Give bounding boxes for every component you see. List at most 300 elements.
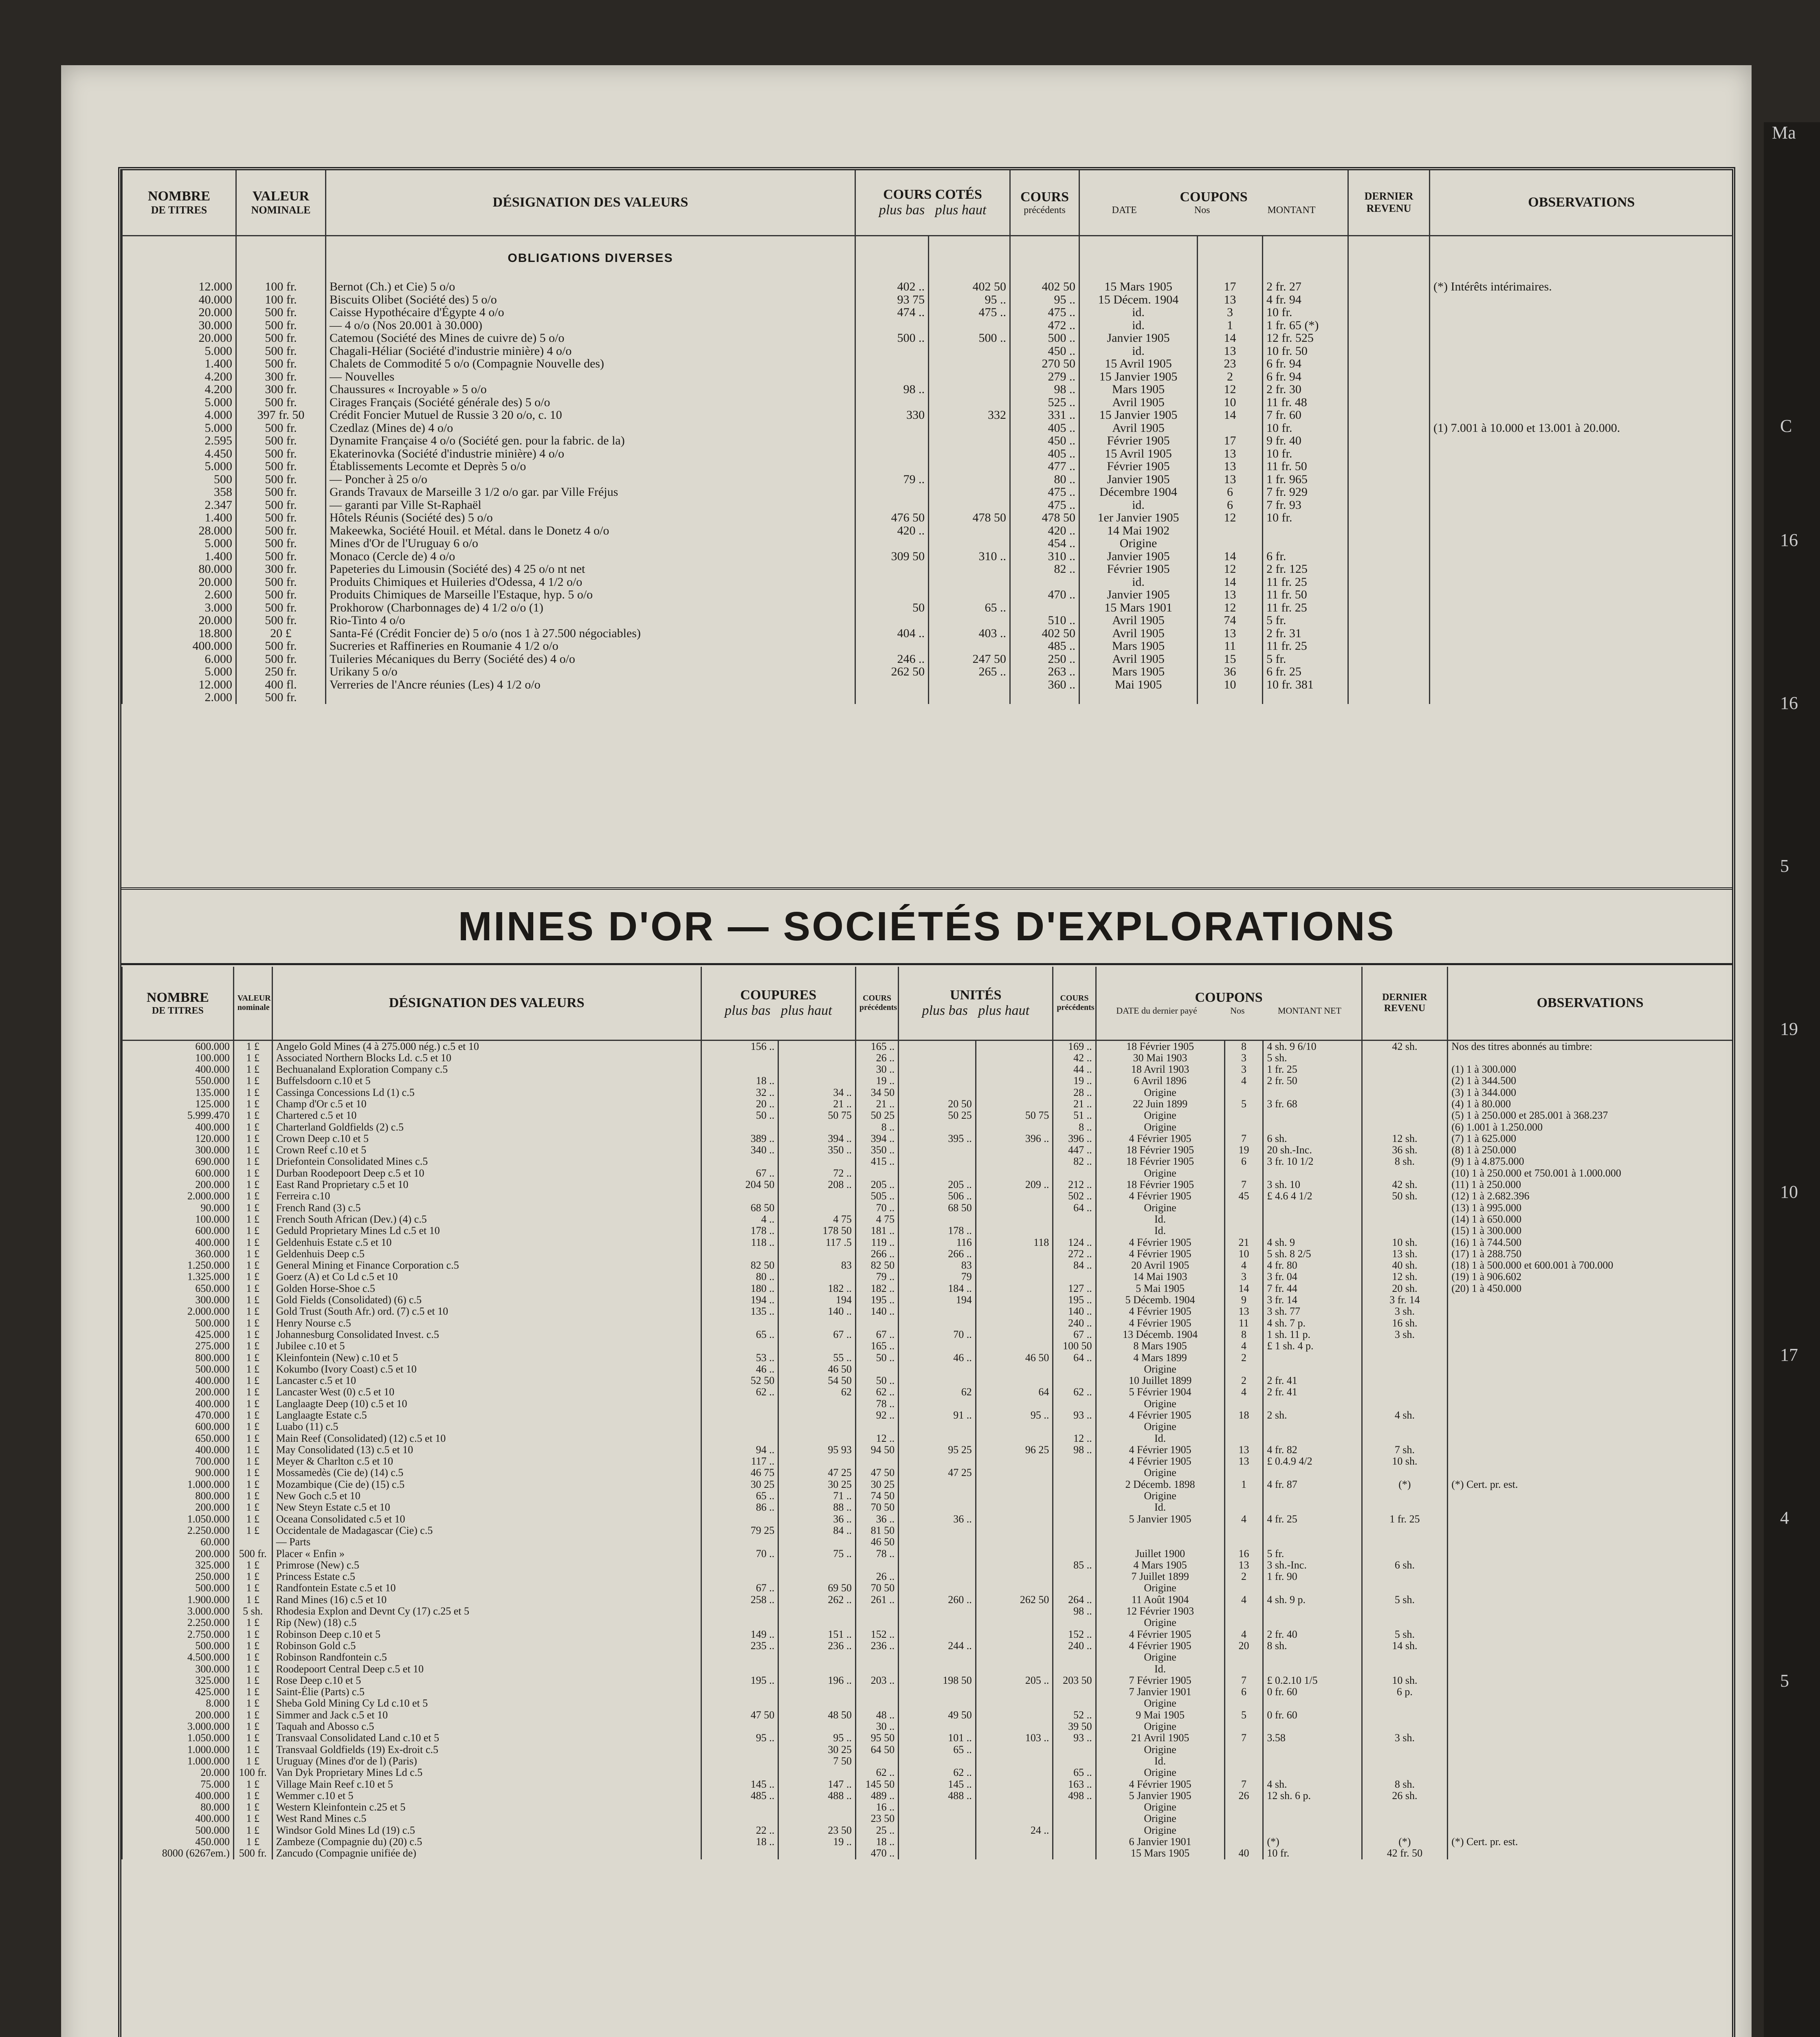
cell: 15 Mars 1905 [1079, 280, 1198, 293]
cell: 13 [1198, 460, 1263, 473]
cell: 1 £ [233, 1306, 272, 1317]
table-row [122, 1237, 1732, 1248]
cell [1362, 1536, 1448, 1548]
cell: 1 £ [233, 1594, 272, 1606]
cell [899, 1375, 976, 1386]
cell: 476 50 [855, 511, 929, 524]
cell: 62 .. [855, 1386, 898, 1398]
cell [899, 1802, 976, 1813]
cell: 90.000 [122, 1202, 234, 1214]
cell [1348, 499, 1430, 512]
cell: 19 .. [855, 1075, 898, 1087]
cell: 50 sh. [1362, 1190, 1448, 1202]
cell: 14 [1224, 1283, 1263, 1294]
cell: Monaco (Cercle de) 4 o/o [326, 550, 855, 563]
cell [1263, 1502, 1362, 1513]
cell: West Rand Mines c.5 [272, 1813, 701, 1824]
cell: 270 50 [1010, 357, 1079, 370]
table-row [122, 1709, 1732, 1721]
table-row [122, 563, 1733, 576]
table-row [122, 511, 1733, 524]
table-row [122, 357, 1733, 370]
cell: 30 .. [855, 1721, 898, 1732]
cell: Urikany 5 o/o [326, 665, 855, 678]
table-row [122, 653, 1733, 666]
cell [1053, 1490, 1096, 1502]
cell: 474 .. [855, 306, 929, 319]
cell: Id. [1096, 1433, 1224, 1444]
cell: (1) 7.001 à 10.000 et 13.001 à 20.000. [1430, 422, 1733, 435]
cell: 4.000 [122, 409, 236, 422]
cell: 800.000 [122, 1490, 234, 1502]
cell [1430, 332, 1733, 345]
cell: (1) 1 à 300.000 [1448, 1064, 1732, 1075]
cell [778, 1318, 856, 1329]
cell: — 4 o/o (Nos 20.001 à 30.000) [326, 319, 855, 332]
cell: 5 Février 1904 [1096, 1386, 1224, 1398]
cell: 1 £ [233, 1122, 272, 1133]
cell [855, 1755, 898, 1767]
cell: 72 .. [778, 1168, 856, 1179]
table-row [122, 1767, 1732, 1778]
cell: 1er Janvier 1905 [1079, 511, 1198, 524]
margin-num: 5 [1780, 856, 1789, 876]
cell [976, 1790, 1053, 1802]
cell: 7 [1224, 1779, 1263, 1790]
cell: 140 .. [778, 1306, 856, 1317]
cell [1430, 653, 1733, 666]
cell [855, 499, 929, 512]
cell [1198, 524, 1263, 537]
cell [899, 1156, 976, 1167]
cell [1362, 1052, 1448, 1064]
cell [701, 1560, 778, 1571]
cell: 15 Mars 1905 [1096, 1848, 1224, 1859]
cell [976, 1802, 1053, 1813]
cell [929, 486, 1010, 499]
cell [976, 1202, 1053, 1214]
cell: 400.000 [122, 640, 236, 653]
cell: 28.000 [122, 524, 236, 537]
cell [1448, 1767, 1732, 1778]
cell [1224, 1122, 1263, 1133]
cell [929, 383, 1010, 396]
cell [1053, 1398, 1096, 1410]
cell [1348, 486, 1430, 499]
cell: 300.000 [122, 1294, 234, 1306]
cell [1362, 1663, 1448, 1675]
cell: 24 .. [976, 1825, 1053, 1836]
cell: 1 £ [233, 1698, 272, 1709]
cell: 20 sh. [1362, 1283, 1448, 1294]
cell: 1 £ [233, 1802, 272, 1813]
cell [899, 1848, 976, 1859]
cell: 79 [899, 1271, 976, 1282]
cell [1224, 1433, 1263, 1444]
cell: 1 £ [233, 1271, 272, 1282]
cell: 2 [1224, 1571, 1263, 1582]
cell [1348, 627, 1430, 640]
cell [701, 1813, 778, 1824]
cell [899, 1490, 976, 1502]
cell [1053, 1744, 1096, 1755]
cell: 1 £ [233, 1283, 272, 1294]
table-row [122, 1790, 1732, 1802]
cell: 1 £ [233, 1709, 272, 1721]
cell: 6 Avril 1896 [1096, 1075, 1224, 1087]
cell: 3 sh. [1362, 1306, 1448, 1317]
table-row [122, 1364, 1732, 1375]
cell: 500 fr. [233, 1548, 272, 1560]
cell: 4 Février 1905 [1096, 1456, 1224, 1467]
cell: 19 .. [1053, 1075, 1096, 1087]
cell: 67 .. [701, 1168, 778, 1179]
cell [1430, 563, 1733, 576]
cell: 17 [1198, 434, 1263, 447]
cell: 1 £ [233, 1813, 272, 1824]
cell: 310 .. [1010, 550, 1079, 563]
cell: 3 [1224, 1271, 1263, 1282]
cell: 100.000 [122, 1214, 234, 1225]
cell: 25 .. [855, 1825, 898, 1836]
cell [1263, 1421, 1362, 1432]
cell: 13 [1198, 473, 1263, 486]
cell: 1 £ [233, 1721, 272, 1732]
cell [976, 1629, 1053, 1640]
cell [1448, 1721, 1732, 1732]
cell [1430, 447, 1733, 460]
cell [976, 1755, 1053, 1767]
table-row [122, 1156, 1732, 1167]
cell [899, 1663, 976, 1675]
cell [1348, 524, 1430, 537]
cell: 50 75 [778, 1110, 856, 1121]
cell: 264 .. [1053, 1594, 1096, 1606]
cell: 1 fr. 25 [1362, 1513, 1448, 1525]
table-row [122, 1202, 1732, 1214]
cell: 50 [855, 601, 929, 614]
cell: 13 [1198, 627, 1263, 640]
cell [701, 1698, 778, 1709]
cell: 475 .. [1010, 486, 1079, 499]
cell: 5 Janvier 1905 [1096, 1790, 1224, 1802]
cell: (*) [1362, 1836, 1448, 1848]
cell: Gold Trust (South Afr.) ord. (7) c.5 et 10 [272, 1306, 701, 1317]
table-row [122, 588, 1733, 601]
cell [778, 1536, 856, 1548]
cell [1362, 1744, 1448, 1755]
cell: 200.000 [122, 1709, 234, 1721]
cell: (11) 1 à 250.000 [1448, 1179, 1732, 1190]
cell: Saint-Élie (Parts) c.5 [272, 1686, 701, 1698]
cell: 4 Mars 1899 [1096, 1352, 1224, 1364]
cell: 2.595 [122, 434, 236, 447]
cell: 500 fr. [236, 537, 326, 550]
cell: (18) 1 à 500.000 et 600.001 à 700.000 [1448, 1260, 1732, 1271]
cell: 4.200 [122, 370, 236, 383]
cell: Origine [1096, 1744, 1224, 1755]
cell: 400 fl. [236, 678, 326, 691]
cell: 67 .. [701, 1582, 778, 1594]
cell [899, 1502, 976, 1513]
cell: Rand Mines (16) c.5 et 10 [272, 1594, 701, 1606]
cell: 488 .. [778, 1790, 856, 1802]
cell [1448, 1444, 1732, 1456]
cell: 350 .. [778, 1144, 856, 1156]
cell: Kokumbo (Ivory Coast) c.5 et 10 [272, 1364, 701, 1375]
cell [1348, 434, 1430, 447]
cell: 500 fr. [236, 486, 326, 499]
cell [1348, 665, 1430, 678]
cell [855, 319, 929, 332]
cell: 8 [1224, 1329, 1263, 1340]
cell [1010, 576, 1079, 589]
cell [701, 1052, 778, 1064]
cell [855, 422, 929, 435]
table-row [122, 293, 1733, 306]
cell [1448, 1663, 1732, 1675]
cell [1362, 1606, 1448, 1617]
mines-header-coupures: COUPURES plus bas plus haut [701, 967, 855, 1040]
cell: 4 fr. 87 [1263, 1479, 1362, 1490]
cell: Makeewka, Société Houil. et Métal. dans le Donetz 4 o/o [326, 524, 855, 537]
cell [1053, 1214, 1096, 1225]
cell: 50 .. [855, 1352, 898, 1364]
cell: 195 .. [1053, 1294, 1096, 1306]
cell: Origine [1096, 1122, 1224, 1133]
cell: 12.000 [122, 280, 236, 293]
header-cours-cotes: COURS COTÉS plus bas plus haut [855, 170, 1010, 235]
cell [976, 1168, 1053, 1179]
cell [1430, 319, 1733, 332]
cell: 40 [1224, 1848, 1263, 1859]
cell: 500 fr. [236, 653, 326, 666]
cell: 14 Mai 1902 [1079, 524, 1198, 537]
cell [1448, 1294, 1732, 1306]
cell: 500 .. [1010, 332, 1079, 345]
cell [976, 1617, 1053, 1628]
cell: 22 Juin 1899 [1096, 1098, 1224, 1110]
cell: 266 .. [899, 1248, 976, 1260]
cell: 1 £ [233, 1087, 272, 1098]
cell [1263, 1087, 1362, 1098]
cell [1430, 640, 1733, 653]
cell: 447 .. [1053, 1144, 1096, 1156]
cell [929, 640, 1010, 653]
cell: 279 .. [1010, 370, 1079, 383]
cell [701, 1617, 778, 1628]
cell: 4 [1224, 1075, 1263, 1087]
cell [1448, 1352, 1732, 1364]
cell: 13 [1198, 345, 1263, 358]
cell [976, 1652, 1053, 1663]
cell: 103 .. [976, 1732, 1053, 1744]
table-row [122, 1433, 1732, 1444]
cell: 1 £ [233, 1617, 272, 1628]
cell [1430, 511, 1733, 524]
cell: 70 50 [855, 1582, 898, 1594]
cell: Juillet 1900 [1096, 1548, 1224, 1560]
cell [929, 345, 1010, 358]
cell [1096, 1525, 1224, 1536]
cell: Johannesburg Consolidated Invest. c.5 [272, 1329, 701, 1340]
cell: 5 sh. [1362, 1629, 1448, 1640]
cell [1430, 357, 1733, 370]
cell: Henry Nourse c.5 [272, 1318, 701, 1329]
cell [701, 1663, 778, 1675]
cell: 62 [778, 1386, 856, 1398]
cell [899, 1825, 976, 1836]
cell: 212 .. [1053, 1179, 1096, 1190]
cell: 396 .. [1053, 1133, 1096, 1144]
cell [1224, 1536, 1263, 1548]
cell: 135.000 [122, 1087, 234, 1098]
cell [1053, 1686, 1096, 1698]
cell: 18 Février 1905 [1096, 1144, 1224, 1156]
cell [1263, 1536, 1362, 1548]
cell [1348, 640, 1430, 653]
cell [1362, 1225, 1448, 1236]
cell: Robinson Gold c.5 [272, 1640, 701, 1652]
cell [1448, 1686, 1732, 1698]
cell: 262 50 [976, 1594, 1053, 1606]
cell [1362, 1548, 1448, 1560]
cell: 389 .. [701, 1133, 778, 1144]
cell: 502 .. [1053, 1190, 1096, 1202]
cell [1430, 345, 1733, 358]
cell: 118 .. [701, 1237, 778, 1248]
cell: 12 sh. 6 p. [1263, 1790, 1362, 1802]
cell [1053, 1479, 1096, 1490]
table-row [122, 1329, 1732, 1340]
cell: 1 £ [233, 1144, 272, 1156]
cell: 6 Janvier 1901 [1096, 1836, 1224, 1848]
cell: 10 [1224, 1248, 1263, 1260]
cell: 13 [1198, 588, 1263, 601]
cell [976, 1663, 1053, 1675]
cell: 64 .. [1053, 1202, 1096, 1214]
cell [1348, 460, 1430, 473]
cell [976, 1075, 1053, 1087]
cell: 1 £ [233, 1133, 272, 1144]
cell: 23 [1198, 357, 1263, 370]
cell: Avril 1905 [1079, 422, 1198, 435]
cell [1348, 422, 1430, 435]
cell [1448, 1548, 1732, 1560]
cell [701, 1848, 778, 1859]
cell [976, 1306, 1053, 1317]
cell: 135 .. [701, 1306, 778, 1317]
cell [976, 1513, 1053, 1525]
cell: 1 £ [233, 1490, 272, 1502]
cell: 200.000 [122, 1386, 234, 1398]
cell [1362, 1652, 1448, 1663]
cell [1362, 1214, 1448, 1225]
cell: 95 93 [778, 1444, 856, 1456]
cell: 2 [1198, 370, 1263, 383]
cell: 1 £ [233, 1652, 272, 1663]
cell [701, 1721, 778, 1732]
cell [778, 1848, 856, 1859]
cell: 5.000 [122, 396, 236, 409]
cell: 12 .. [1053, 1433, 1096, 1444]
cell: Origine [1096, 1802, 1224, 1813]
cell: 20 sh.-Inc. [1263, 1144, 1362, 1156]
table-row [122, 1732, 1732, 1744]
cell: 500 fr. [236, 601, 326, 614]
cell: 81 50 [855, 1525, 898, 1536]
cell: Papeteries du Limousin (Société des) 4 25 o/o nt net [326, 563, 855, 576]
cell [976, 1294, 1053, 1306]
table-row [122, 1271, 1732, 1282]
cell: 145 .. [899, 1779, 976, 1790]
cell: 5.000 [122, 665, 236, 678]
cell: Rio-Tinto 4 o/o [326, 614, 855, 627]
cell [1224, 1744, 1263, 1755]
cell: 1.050.000 [122, 1732, 234, 1744]
cell [1448, 1433, 1732, 1444]
cell: 50 .. [855, 1375, 898, 1386]
cell: 23 50 [778, 1825, 856, 1836]
cell [976, 1271, 1053, 1282]
cell: Origine [1096, 1813, 1224, 1824]
cell: 14 [1198, 409, 1263, 422]
cell: 500 fr. [236, 345, 326, 358]
table-row [122, 1582, 1732, 1594]
cell [1448, 1617, 1732, 1628]
cell [701, 1421, 778, 1432]
cell: 10 sh. [1362, 1456, 1448, 1467]
cell: 23 50 [855, 1813, 898, 1824]
cell [701, 1398, 778, 1410]
cell: 3.000 [122, 601, 236, 614]
cell: 1 £ [233, 1260, 272, 1271]
cell [1362, 1386, 1448, 1398]
cell [1448, 1340, 1732, 1352]
cell: 2.250.000 [122, 1525, 234, 1536]
cell: Zancudo (Compagnie unifiée de) [272, 1848, 701, 1859]
cell: 1 £ [233, 1248, 272, 1260]
cell: 84 .. [778, 1525, 856, 1536]
cell [778, 1271, 856, 1282]
cell: 4 .. [701, 1214, 778, 1225]
cell [1263, 1652, 1362, 1663]
cell: 478 50 [929, 511, 1010, 524]
cell: 50 25 [855, 1110, 898, 1121]
cell: General Mining et Finance Corporation c.5 [272, 1260, 701, 1271]
cell: 3 sh. 10 [1263, 1179, 1362, 1190]
cell: 82 .. [1053, 1156, 1096, 1167]
cell: 152 .. [1053, 1629, 1096, 1640]
section-title-obligations: OBLIGATIONS DIVERSES [326, 235, 855, 280]
cell: 2 fr. 27 [1263, 280, 1348, 293]
cell: 19 [1224, 1144, 1263, 1156]
cell: 505 .. [855, 1190, 898, 1202]
cell: 92 .. [855, 1410, 898, 1421]
cell: 10 [1198, 396, 1263, 409]
cell: 62 [899, 1386, 976, 1398]
cell: 400.000 [122, 1122, 234, 1133]
cell [976, 1214, 1053, 1225]
cell: 195 .. [701, 1675, 778, 1686]
cell: 62 .. [855, 1767, 898, 1778]
cell: 6 sh. [1263, 1133, 1362, 1144]
cell: 203 .. [855, 1675, 898, 1686]
cell: 488 .. [899, 1790, 976, 1802]
cell: 10 fr. [1263, 447, 1348, 460]
cell [1053, 1836, 1096, 1848]
cell [929, 678, 1010, 691]
